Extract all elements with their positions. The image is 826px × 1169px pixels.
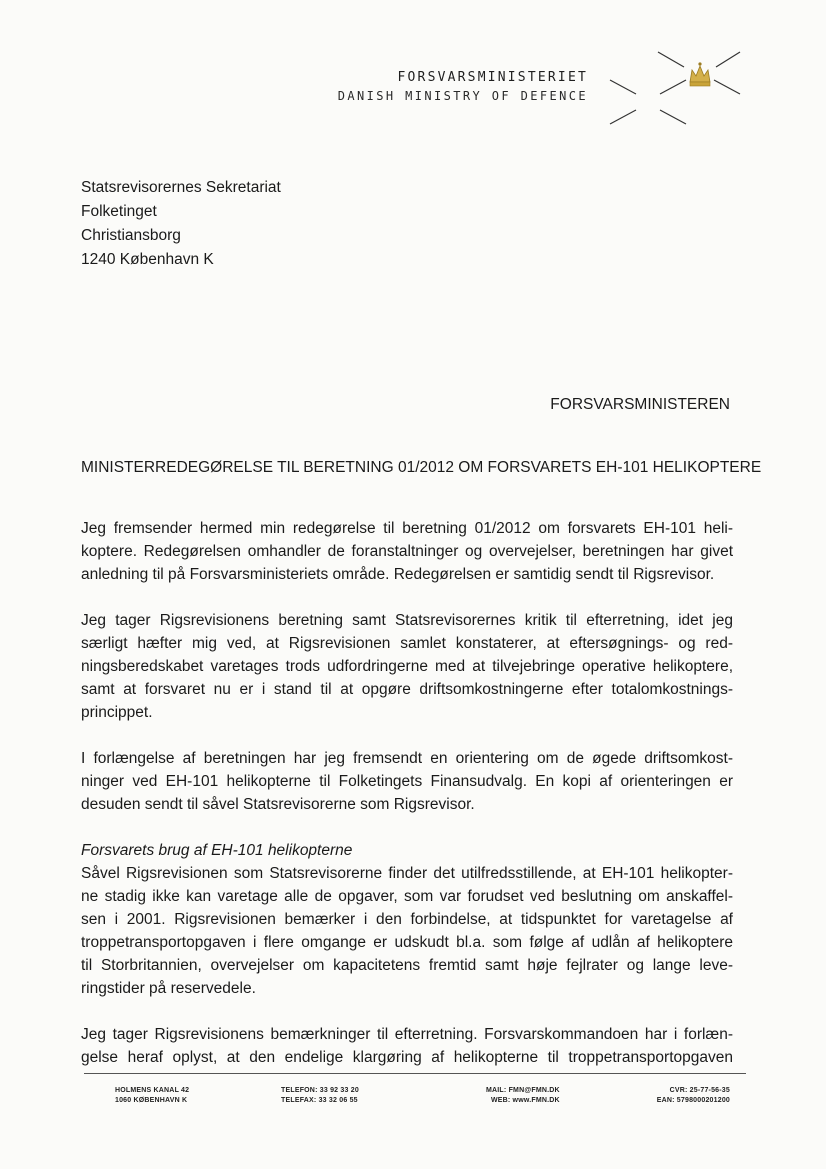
text-line: til Storbritannien, overvejelser om kapacitetens fremtid samt høje fejlrater og lange leve- xyxy=(81,957,733,974)
text-line: princippet. xyxy=(81,704,153,721)
paragraph xyxy=(81,839,733,1000)
letter-body xyxy=(81,517,733,1092)
footer-cvr: CVR: 25-77-56-35 xyxy=(669,1087,730,1094)
footer-contact-block xyxy=(486,1086,560,1106)
footer-web: WEB: www.FMN.DK xyxy=(490,1097,560,1104)
text-line: anledning til på Forsvarsministeriets område. Redegørelsen er samtidig sendt til Rigsrevisor. xyxy=(81,566,715,583)
footer-mail: MAIL: FMN@FMN.DK xyxy=(486,1087,560,1094)
text-line: I forlængelse af beretningen har jeg fremsendt en orientering om de øgede driftsomkost- xyxy=(81,750,733,767)
footer-street: HOLMENS KANAL 42 xyxy=(115,1087,190,1094)
footer-city: 1060 KØBENHAVN K xyxy=(115,1097,188,1104)
text-line: sen i 2001. Rigsrevisionen bemærker i den forbindelse, at tidspunktet for varetagelse af xyxy=(81,911,733,928)
text-line: Såvel Rigsrevisionen som Statsrevisorerne finder det utilfredsstillende, at EH-101 helikopter- xyxy=(81,865,733,882)
paragraph xyxy=(81,609,733,724)
section-heading: Forsvarets brug af EH-101 helikopterne xyxy=(81,842,353,859)
paragraph xyxy=(81,1023,733,1069)
recipient-address xyxy=(81,176,281,272)
paragraph xyxy=(81,747,733,816)
recipient-line: Folketinget xyxy=(81,203,157,220)
footer-registration-block xyxy=(657,1086,730,1106)
recipient-line: Statsrevisorernes Sekretariat xyxy=(81,179,281,196)
footer-divider xyxy=(84,1073,746,1074)
text-line: særligt hæfter mig ved, at Rigsrevisionen samlet konstaterer, at eftersøgnings- og red- xyxy=(81,635,733,652)
text-line: ne stadig ikke kan varetage alle de opgaver, som var forudset ved beslutning om anskaffel- xyxy=(81,888,733,905)
sender-title: FORSVARSMINISTEREN xyxy=(550,396,730,413)
text-line: desuden sendt til såvel Statsrevisorerne som Rigsrevisor. xyxy=(81,796,475,813)
recipient-line: Christiansborg xyxy=(81,227,181,244)
footer-phone-block xyxy=(281,1086,359,1106)
text-line: ningsberedskabet varetages trods udfordringerne med at tilvejebringe operative helikoptere, xyxy=(81,658,733,675)
ministry-english-name: DANISH MINISTRY OF DEFENCE xyxy=(337,89,588,103)
text-line: koptere. Redegørelsen omhandler de foranstaltninger og overvejelser, beretningen har givet xyxy=(81,543,733,560)
recipient-line: 1240 København K xyxy=(81,251,214,268)
text-line: Jeg fremsender hermed min redegørelse til beretning 01/2012 om forsvarets EH-101 heli- xyxy=(81,520,733,537)
text-line: ninger ved EH-101 helikopterne til Folketingets Finansudvalg. En kopi af orienteringen er xyxy=(81,773,733,790)
letter-subject: MINISTERREDEGØRELSE TIL BERETNING 01/2012 OM FORSVARETS EH-101 HELIKOPTERE xyxy=(81,459,762,476)
text-line: ringstider på reservedele. xyxy=(81,980,256,997)
footer-address xyxy=(115,1086,189,1106)
footer-fax: TELEFAX: 33 32 06 55 xyxy=(281,1097,358,1104)
text-line: Jeg tager Rigsrevisionens beretning samt Statsrevisorernes kritik til efterretning, idet jeg xyxy=(81,612,733,629)
letterhead xyxy=(338,68,588,105)
text-line: Jeg tager Rigsrevisionens bemærkninger til efterretning. Forsvarskommandoen har i forlæn- xyxy=(81,1026,733,1043)
text-line: gelse heraf oplyst, at den endelige klargøring af helikopterne til troppetransportopgaven xyxy=(81,1049,733,1066)
ministry-name: FORSVARSMINISTERIET xyxy=(397,70,588,85)
text-line: troppetransportopgaven i flere omgange er udskudt bl.a. som følge af udlån af helikoptere xyxy=(81,934,733,951)
crown-icon xyxy=(690,62,710,86)
paragraph xyxy=(81,517,733,586)
crown-crossed-lines-icon xyxy=(600,44,750,132)
footer-phone: TELEFON: 33 92 33 20 xyxy=(281,1087,359,1094)
text-line: samt at forsvaret nu er i stand til at opgøre driftsomkostningerne efter totalomkostnings- xyxy=(81,681,733,698)
footer-ean: EAN: 5798000201200 xyxy=(656,1097,730,1104)
